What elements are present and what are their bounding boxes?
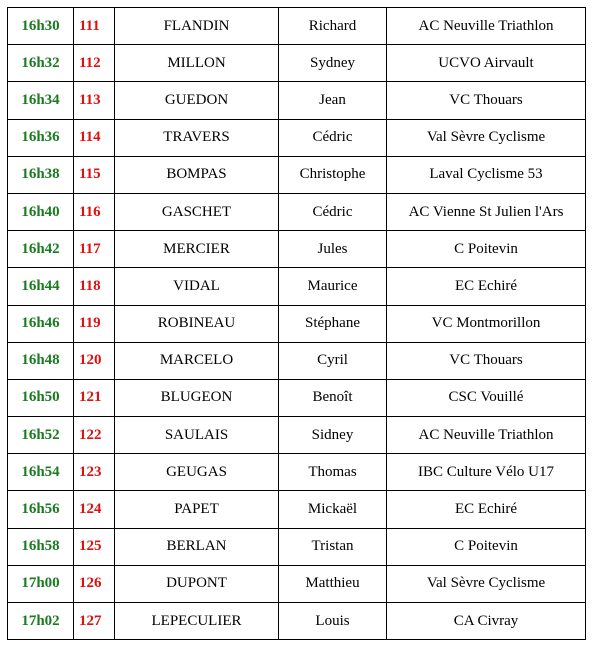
club-cell: AC Neuville Triathlon (387, 417, 586, 454)
start-time-cell: 16h36 (8, 119, 74, 156)
last-name-cell: MARCELO (115, 342, 279, 379)
first-name-cell: Cyril (279, 342, 387, 379)
table-row (8, 45, 586, 82)
table-row (8, 231, 586, 268)
first-name-cell: Benoît (279, 379, 387, 416)
table-row (8, 82, 586, 119)
last-name-cell: FLANDIN (115, 8, 279, 45)
last-name-cell: MERCIER (115, 231, 279, 268)
table-row (8, 379, 586, 416)
club-cell: VC Montmorillon (387, 305, 586, 342)
club-cell: CSC Vouillé (387, 379, 586, 416)
last-name-cell: GASCHET (115, 193, 279, 230)
start-time-cell: 16h50 (8, 379, 74, 416)
table-row (8, 603, 586, 640)
first-name-cell: Jean (279, 82, 387, 119)
bib-number-cell: 120 (74, 342, 115, 379)
start-time-cell: 16h42 (8, 231, 74, 268)
start-time-cell: 16h44 (8, 268, 74, 305)
bib-number-cell: 111 (74, 8, 115, 45)
table-row (8, 193, 586, 230)
table-row (8, 528, 586, 565)
club-cell: CA Civray (387, 603, 586, 640)
last-name-cell: BOMPAS (115, 156, 279, 193)
last-name-cell: MILLON (115, 45, 279, 82)
club-cell: EC Echiré (387, 268, 586, 305)
last-name-cell: TRAVERS (115, 119, 279, 156)
bib-number-cell: 124 (74, 491, 115, 528)
start-time-cell: 16h32 (8, 45, 74, 82)
start-time-cell: 16h46 (8, 305, 74, 342)
table-row (8, 565, 586, 602)
last-name-cell: GEUGAS (115, 454, 279, 491)
last-name-cell: DUPONT (115, 565, 279, 602)
bib-number-cell: 121 (74, 379, 115, 416)
club-cell: Val Sèvre Cyclisme (387, 565, 586, 602)
table-row (8, 305, 586, 342)
start-time-cell: 16h58 (8, 528, 74, 565)
club-cell: Val Sèvre Cyclisme (387, 119, 586, 156)
club-cell: AC Vienne St Julien l'Ars (387, 193, 586, 230)
bib-number-cell: 113 (74, 82, 115, 119)
bib-number-cell: 123 (74, 454, 115, 491)
club-cell: VC Thouars (387, 342, 586, 379)
first-name-cell: Thomas (279, 454, 387, 491)
start-time-cell: 16h56 (8, 491, 74, 528)
bib-number-cell: 119 (74, 305, 115, 342)
first-name-cell: Richard (279, 8, 387, 45)
first-name-cell: Mickaël (279, 491, 387, 528)
first-name-cell: Maurice (279, 268, 387, 305)
first-name-cell: Sidney (279, 417, 387, 454)
bib-number-cell: 116 (74, 193, 115, 230)
bib-number-cell: 115 (74, 156, 115, 193)
club-cell: IBC Culture Vélo U17 (387, 454, 586, 491)
first-name-cell: Louis (279, 603, 387, 640)
first-name-cell: Jules (279, 231, 387, 268)
table-row (8, 268, 586, 305)
club-cell: UCVO Airvault (387, 45, 586, 82)
first-name-cell: Stéphane (279, 305, 387, 342)
table-row (8, 454, 586, 491)
start-time-cell: 17h00 (8, 565, 74, 602)
bib-number-cell: 114 (74, 119, 115, 156)
last-name-cell: GUEDON (115, 82, 279, 119)
table-row (8, 417, 586, 454)
last-name-cell: SAULAIS (115, 417, 279, 454)
last-name-cell: BLUGEON (115, 379, 279, 416)
last-name-cell: PAPET (115, 491, 279, 528)
club-cell: VC Thouars (387, 82, 586, 119)
start-time-cell: 16h34 (8, 82, 74, 119)
first-name-cell: Matthieu (279, 565, 387, 602)
club-cell: C Poitevin (387, 528, 586, 565)
bib-number-cell: 117 (74, 231, 115, 268)
first-name-cell: Sydney (279, 45, 387, 82)
bib-number-cell: 112 (74, 45, 115, 82)
start-time-cell: 17h02 (8, 603, 74, 640)
start-list-sheet (7, 7, 586, 640)
club-cell: C Poitevin (387, 231, 586, 268)
table-row (8, 119, 586, 156)
club-cell: Laval Cyclisme 53 (387, 156, 586, 193)
first-name-cell: Christophe (279, 156, 387, 193)
bib-number-cell: 118 (74, 268, 115, 305)
start-time-cell: 16h40 (8, 193, 74, 230)
table-row (8, 342, 586, 379)
start-time-cell: 16h38 (8, 156, 74, 193)
start-time-cell: 16h48 (8, 342, 74, 379)
start-time-cell: 16h52 (8, 417, 74, 454)
table-row (8, 491, 586, 528)
bib-number-cell: 126 (74, 565, 115, 602)
start-list-table (7, 7, 586, 640)
first-name-cell: Tristan (279, 528, 387, 565)
first-name-cell: Cédric (279, 193, 387, 230)
bib-number-cell: 122 (74, 417, 115, 454)
start-time-cell: 16h30 (8, 8, 74, 45)
bib-number-cell: 125 (74, 528, 115, 565)
first-name-cell: Cédric (279, 119, 387, 156)
bib-number-cell: 127 (74, 603, 115, 640)
start-list-body (8, 8, 586, 640)
club-cell: EC Echiré (387, 491, 586, 528)
last-name-cell: LEPECULIER (115, 603, 279, 640)
last-name-cell: BERLAN (115, 528, 279, 565)
start-time-cell: 16h54 (8, 454, 74, 491)
table-row (8, 8, 586, 45)
last-name-cell: VIDAL (115, 268, 279, 305)
club-cell: AC Neuville Triathlon (387, 8, 586, 45)
table-row (8, 156, 586, 193)
last-name-cell: ROBINEAU (115, 305, 279, 342)
